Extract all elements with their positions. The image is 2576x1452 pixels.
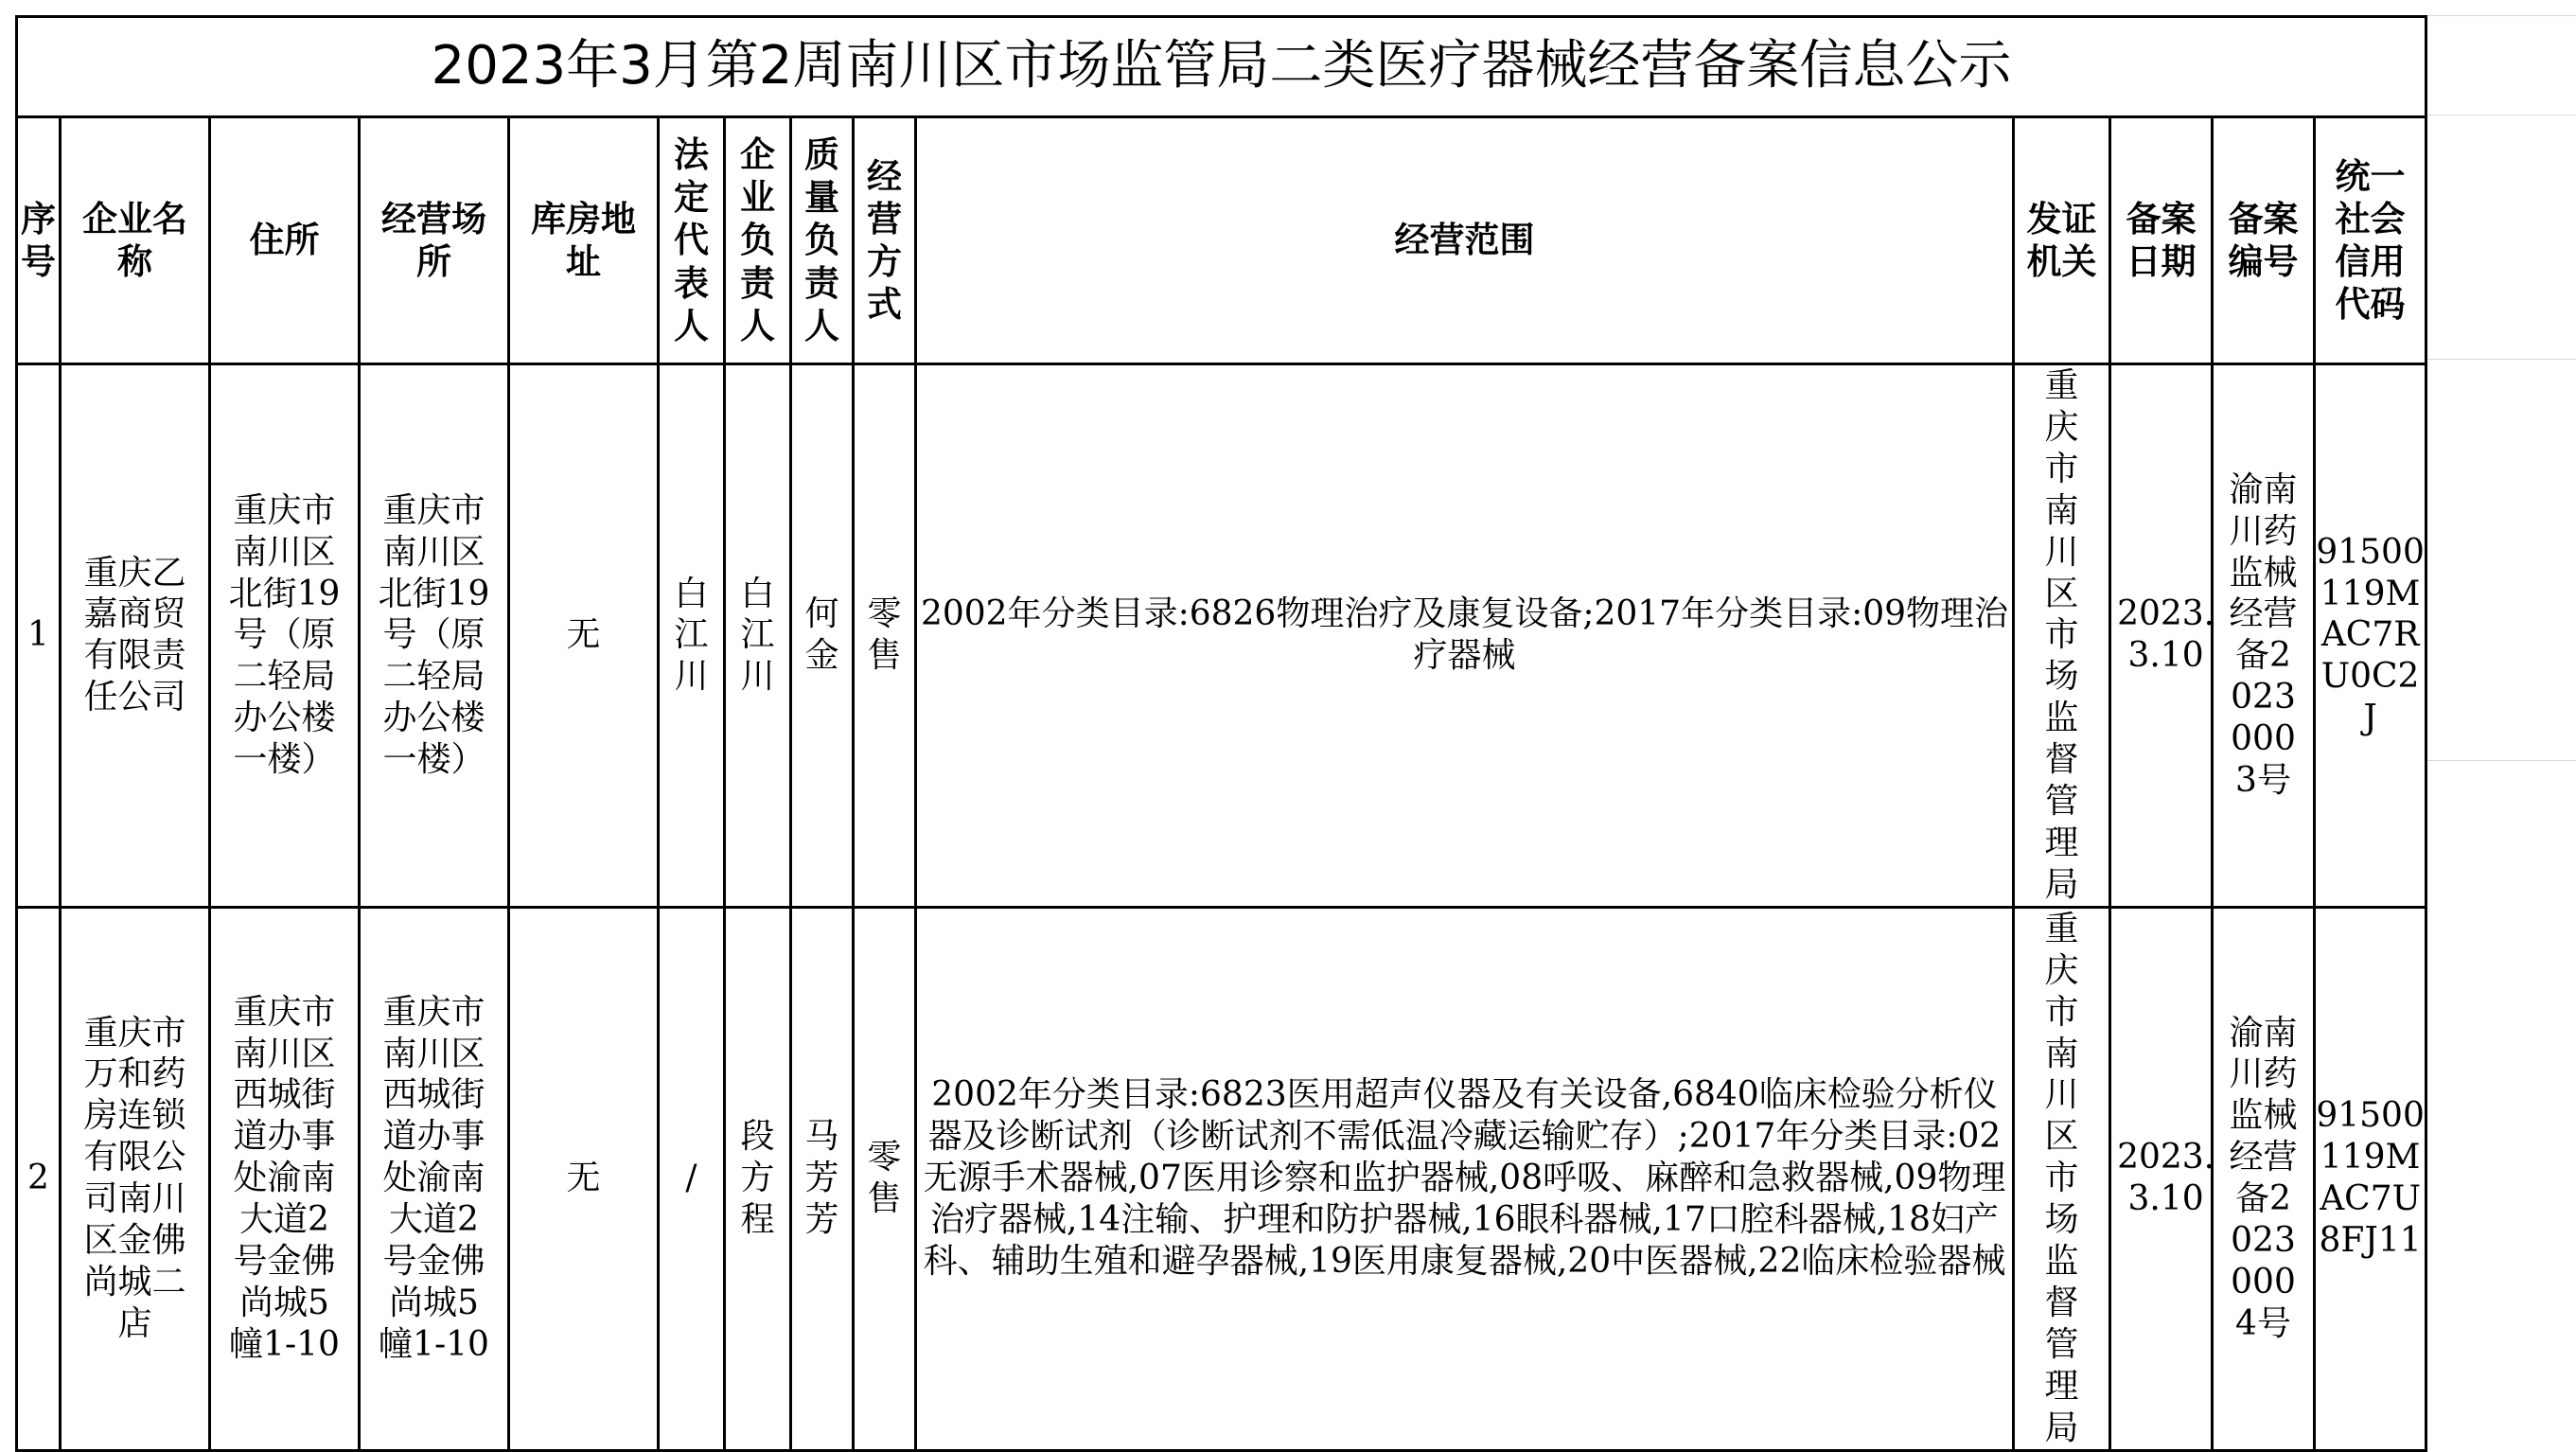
cell-issuer: 重庆市南川区市场监督管理局 <box>2014 907 2110 1450</box>
header-credit-code: 统一社会信用代码 <box>2315 117 2426 364</box>
table-row <box>17 907 2426 1450</box>
cell-premises: 重庆市南川区西城街道办事处渝南大道2号金佛尚城5幢1-10 <box>360 907 509 1450</box>
cell-record-no: 渝南川药监械经营备20230004号 <box>2213 907 2315 1450</box>
cell-issuer: 重庆市南川区市场监督管理局 <box>2014 364 2110 908</box>
cell-seq: 1 <box>17 364 61 908</box>
cell-legal-rep: 白江川 <box>659 364 725 908</box>
cell-date: 2023.3.10 <box>2110 907 2213 1450</box>
cell-premises: 重庆市南川区北街19号（原二轻局办公楼一楼） <box>360 364 509 908</box>
page-title: 2023年3月第2周南川区市场监管局二类医疗器械经营备案信息公示 <box>17 17 2426 117</box>
table-row <box>17 364 2426 908</box>
header-address: 住所 <box>210 117 360 364</box>
header-seq: 序号 <box>17 117 61 364</box>
header-mode: 经营方式 <box>854 117 916 364</box>
cell-warehouse: 无 <box>509 907 659 1450</box>
cell-record-no: 渝南川药监械经营备20230003号 <box>2213 364 2315 908</box>
filing-table <box>15 15 2427 1452</box>
grid-line <box>2425 760 2576 761</box>
cell-scope: 2002年分类目录:6823医用超声仪器及有关设备,6840临床检验分析仪器及诊断试剂（诊断试剂不需低温冷藏运输贮存）;2017年分类目录:02无源手术器械,07医用诊察和监护器械,08呼吸、麻醉和急救器械,09物理治疗器械,14注输、护理和防护器械,16眼科器械,17口腔科器械,18妇产科、辅助生殖和避孕器械,19医用康复器械,20中医器械,22临床检验器械 <box>916 907 2014 1450</box>
cell-address: 重庆市南川区北街19号（原二轻局办公楼一楼） <box>210 364 360 908</box>
header-record-no: 备案编号 <box>2213 117 2315 364</box>
header-issuer: 发证机关 <box>2014 117 2110 364</box>
header-date: 备案日期 <box>2110 117 2213 364</box>
cell-scope: 2002年分类目录:6826物理治疗及康复设备;2017年分类目录:09物理治疗器械 <box>916 364 2014 908</box>
cell-address: 重庆市南川区西城街道办事处渝南大道2号金佛尚城5幢1-10 <box>210 907 360 1450</box>
cell-seq: 2 <box>17 907 61 1450</box>
header-quality: 质量负责人 <box>791 117 854 364</box>
grid-line <box>2425 359 2576 360</box>
header-warehouse: 库房地址 <box>509 117 659 364</box>
header-principal: 企业负责人 <box>725 117 791 364</box>
cell-principal: 白江川 <box>725 364 791 908</box>
header-scope: 经营范围 <box>916 117 2014 364</box>
cell-company: 重庆市万和药房连锁有限公司南川区金佛尚城二店 <box>61 907 210 1450</box>
header-company: 企业名称 <box>61 117 210 364</box>
header-row <box>17 117 2426 364</box>
cell-principal: 段方程 <box>725 907 791 1450</box>
cell-quality: 何金 <box>791 364 854 908</box>
cell-quality: 马芳芳 <box>791 907 854 1450</box>
cell-credit-code: 91500119MAC7RU0C2J <box>2315 364 2426 908</box>
header-premises: 经营场所 <box>360 117 509 364</box>
cell-mode: 零售 <box>854 907 916 1450</box>
cell-date: 2023.3.10 <box>2110 364 2213 908</box>
spreadsheet-grid-extension <box>2425 15 2576 1197</box>
cell-company: 重庆乙嘉商贸有限责任公司 <box>61 364 210 908</box>
cell-warehouse: 无 <box>509 364 659 908</box>
cell-legal-rep: / <box>659 907 725 1450</box>
cell-credit-code: 91500119MAC7U8FJ11 <box>2315 907 2426 1450</box>
cell-mode: 零售 <box>854 364 916 908</box>
header-legal-rep: 法定代表人 <box>659 117 725 364</box>
